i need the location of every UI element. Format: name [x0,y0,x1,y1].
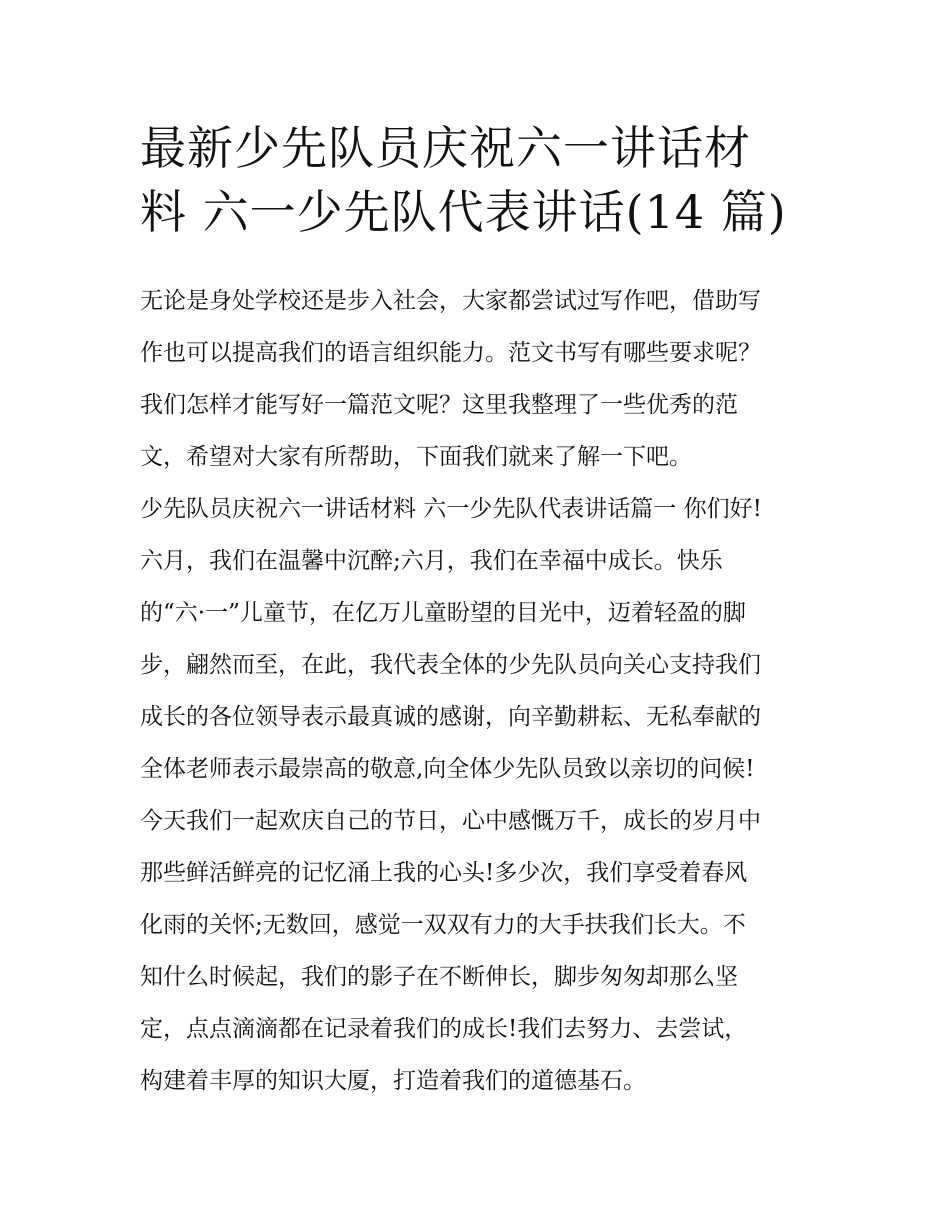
document-title [140,116,820,244]
body-line: 无论是身处学校还是步入社会，大家都尝试过写作吧，借助写 [140,288,761,314]
body-line: 文，希望对大家有所帮助，下面我们就来了解一下吧。 [140,444,692,470]
title-line-2: 料 六一少先队代表讲话(14 篇) [140,185,787,239]
body-line: 作也可以提高我们的语言组织能力。范文书写有哪些要求呢？ [140,340,761,366]
title-line-1: 最新少先队员庆祝六一讲话材 [140,121,751,175]
body-line: 定，点点滴滴都在记录着我们的成长!我们去努力、去尝试， [140,1016,748,1042]
body-line: 成长的各位领导表示最真诚的感谢，向辛勤耕耘、无私奉献的 [140,704,761,730]
body-line: 全体老师表示最崇高的敬意,向全体少先队员致以亲切的问候! [140,756,755,782]
body-line: 步，翩然而至，在此，我代表全体的少先队员向关心支持我们 [140,652,761,678]
document-body [140,281,830,1113]
body-line: 六月，我们在温馨中沉醉;六月，我们在幸福中成长。快乐 [140,548,723,574]
body-line: 知什么时候起，我们的影子在不断伸长，脚步匆匆却那么坚 [140,964,738,990]
body-line: 的“六·一”儿童节，在亿万儿童盼望的目光中，迈着轻盈的脚 [140,600,746,626]
body-line: 构建着丰厚的知识大厦，打造着我们的道德基石。 [140,1068,646,1094]
body-line: 化雨的关怀;无数回，感觉一双双有力的大手扶我们长大。不 [140,912,746,938]
body-line: 少先队员庆祝六一讲话材料 六一少先队代表讲话篇一 你们好! [140,496,762,522]
body-line: 今天我们一起欢庆自己的节日，心中感慨万千，成长的岁月中 [140,808,761,834]
body-line: 我们怎样才能写好一篇范文呢？这里我整理了一些优秀的范 [140,392,738,418]
body-line: 那些鲜活鲜亮的记忆涌上我的心头!多少次，我们享受着春风 [140,860,748,886]
